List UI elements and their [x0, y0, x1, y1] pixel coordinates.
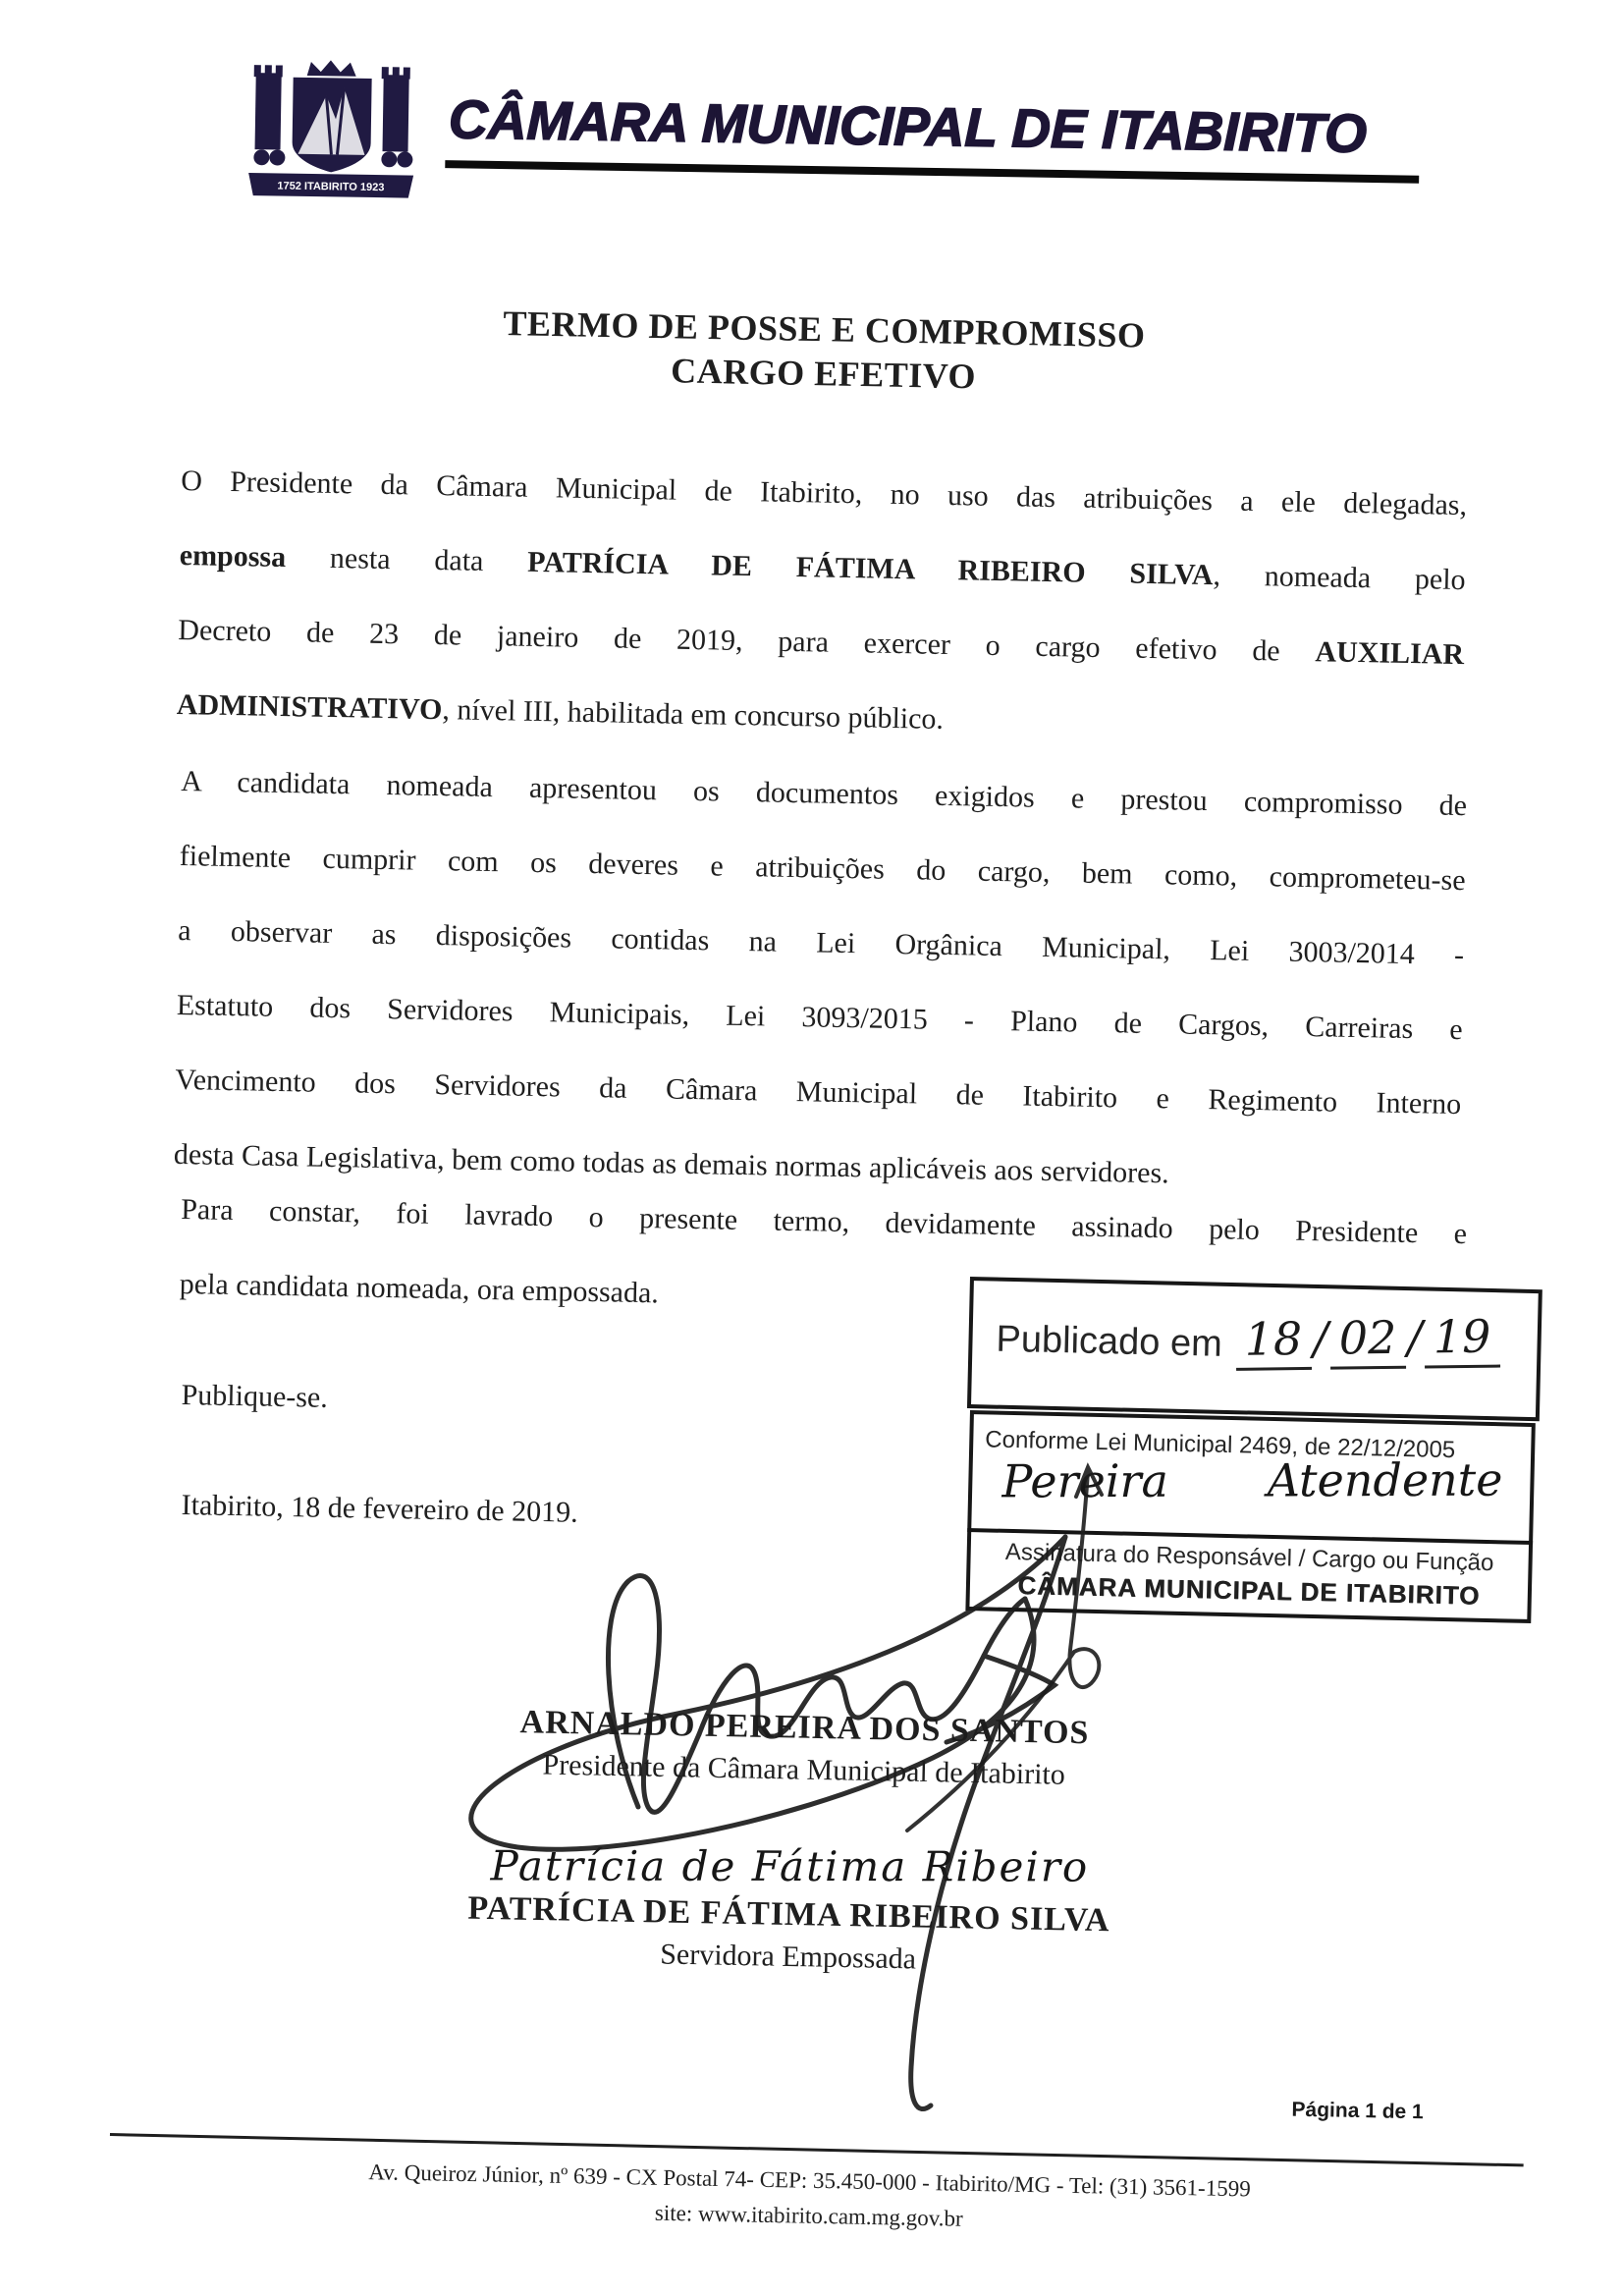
- servant-signature-block: [380, 1832, 1198, 1986]
- publicado-date-handwriting: [1235, 1310, 1499, 1366]
- responsible-signature-handwriting: [1001, 1453, 1502, 1508]
- text-line: A candidata nomeada apresentou os documentos exigidos e prestou compromisso de: [180, 764, 1468, 823]
- text-line: ADMINISTRATIVO, nível III, habilitada em concurso público.: [176, 687, 945, 736]
- signature-role-handwriting: Atendente: [1267, 1452, 1503, 1507]
- title-line-1: TERMO DE POSSE E COMPROMISSO: [503, 303, 1146, 355]
- document-title: [450, 301, 1198, 404]
- place-date-line: Itabirito, 18 de fevereiro de 2019.: [181, 1489, 578, 1529]
- text-line: a observar as disposições contidas na Lei Orgânica Municipal, Lei 3003/2014 -: [178, 913, 1465, 972]
- paragraph-2: [173, 744, 1468, 1217]
- signature-name-handwriting: Pereira: [1001, 1453, 1168, 1508]
- date-separator: /: [1312, 1311, 1329, 1365]
- text-line: Decreto de 23 de janeiro de 2019, para exercer o cargo efetivo de AUXILIAR: [178, 613, 1465, 672]
- page-indicator: Página 1 de 1: [1291, 2098, 1424, 2124]
- published-month: 02: [1329, 1311, 1405, 1370]
- header-underline: [445, 160, 1419, 184]
- publicado-label: Publicado em: [996, 1318, 1223, 1365]
- text-line: Estatuto dos Servidores Municipais, Lei 3093/2015 - Plano de Cargos, Carreiras e: [176, 988, 1463, 1047]
- title-line-2: CARGO EFETIVO: [670, 351, 977, 397]
- footer-address: Av. Queiroz Júnior, nº 639 - CX Postal 74- CEP: 35.450-000 - Itabirito/MG - Tel: (31) 3561-1599: [368, 2159, 1251, 2202]
- servant-signature-handwriting: Patrícia de Fátima Ribeiro: [490, 1841, 1090, 1891]
- text-line: Vencimento dos Servidores da Câmara Municipal de Itabirito e Regimento Interno: [175, 1063, 1462, 1121]
- text-line: O Presidente da Câmara Municipal de Itabirito, no uso das atribuições a ele delegadas,: [180, 464, 1468, 522]
- text-line: empossa nesta data PATRÍCIA DE FÁTIMA RIBEIRO SILVA, nomeada pelo: [179, 538, 1466, 597]
- president-signature-block: [410, 1699, 1198, 1798]
- text-line: Para constar, foi lavrado o presente termo, devidamente assinado pelo Presidente e: [180, 1192, 1468, 1251]
- published-year: 19: [1424, 1310, 1499, 1369]
- signature-caption: Assinatura do Responsável / Cargo ou Função: [1004, 1538, 1494, 1577]
- document-header: [246, 57, 1505, 224]
- coat-of-arms-logo: [246, 57, 417, 203]
- text-line: pela candidata nomeada, ora empossada.: [179, 1267, 660, 1310]
- servant-role: Servidora Empossada: [659, 1938, 917, 1976]
- publicado-stamp: [967, 1277, 1542, 1421]
- conforme-law-line: Conforme Lei Municipal 2469, de 22/12/2005: [985, 1426, 1456, 1464]
- president-name: ARNALDO PEREIRA DOS SANTOS: [519, 1704, 1090, 1752]
- stamp-org-line: CÂMARA MUNICIPAL DE ITABIRITO: [1017, 1570, 1481, 1611]
- text-line: desta Casa Legislativa, bem como todas as demais normas aplicáveis aos servidores.: [173, 1137, 1170, 1190]
- conforme-stamp: [965, 1410, 1535, 1623]
- footer-address-block: [156, 2151, 1463, 2247]
- footer-site: site: www.itabirito.cam.mg.gov.br: [654, 2200, 963, 2231]
- servant-name: PATRÍCIA DE FÁTIMA RIBEIRO SILVA: [467, 1889, 1110, 1940]
- org-name-title: CÂMARA MUNICIPAL DE ITABIRITO: [448, 88, 1368, 164]
- published-day: 18: [1235, 1312, 1311, 1371]
- paragraph-1: [176, 444, 1468, 767]
- president-role: Presidente da Câmara Municipal de Itabirito: [542, 1748, 1066, 1791]
- logo-banner-text: 1752 ITABIRITO 1923: [277, 180, 385, 194]
- publique-se-line: Publique-se.: [181, 1379, 329, 1414]
- text-line: fielmente cumprir com os deveres e atribuições do cargo, bem como, comprometeu-se: [179, 839, 1466, 898]
- president-signature-stroke: [911, 1537, 1065, 2109]
- date-separator: /: [1406, 1310, 1424, 1364]
